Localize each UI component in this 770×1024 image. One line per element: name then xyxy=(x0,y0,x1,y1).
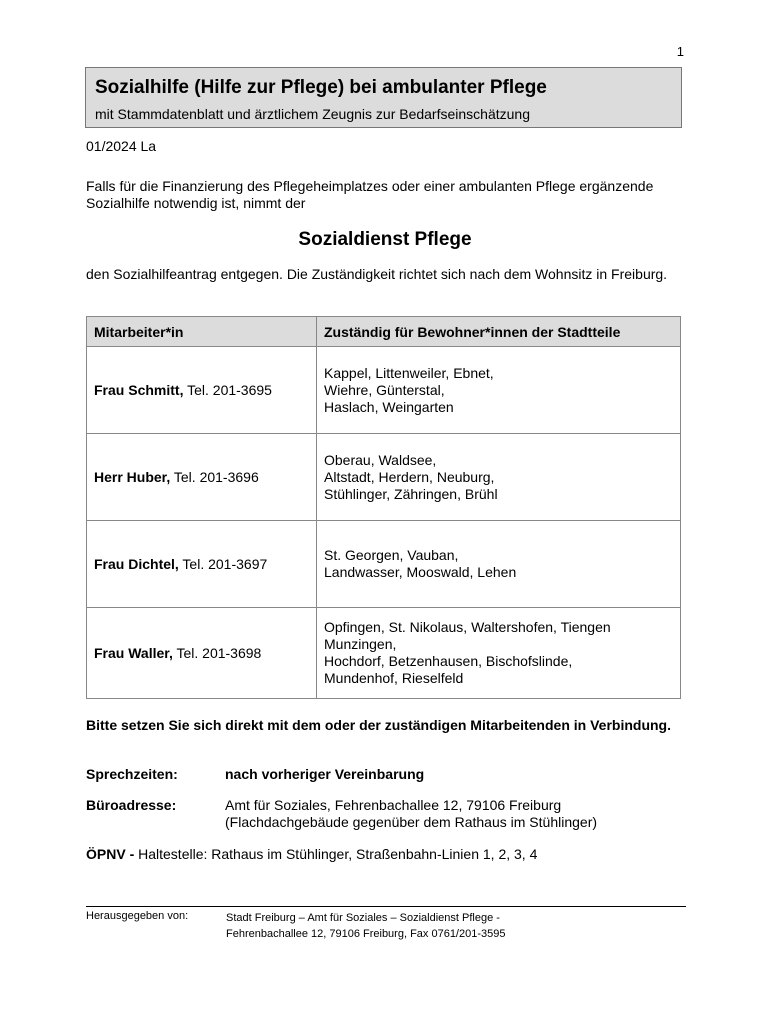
employee-cell xyxy=(87,434,317,521)
employee-phone: Tel. 201-3695 xyxy=(183,381,272,398)
footer-line-1: Stadt Freiburg – Amt für Soziales – Sozialdienst Pflege - xyxy=(226,912,500,924)
employee-name: Frau Schmitt, xyxy=(94,381,184,398)
title-box xyxy=(85,67,682,128)
districts-cell: Oberau, Waldsee, Altstadt, Herdern, Neuburg, Stühlinger, Zähringen, Brühl xyxy=(317,434,681,521)
employee-phone: Tel. 201-3697 xyxy=(178,555,268,572)
footer-divider xyxy=(86,906,686,907)
employee-cell xyxy=(87,521,317,608)
transit-text: Haltestelle: Rathaus im Stühlinger, Straßenbahn-Linien 1, 2, 3, 4 xyxy=(134,846,538,862)
page-number: 1 xyxy=(676,44,684,59)
document-title: Sozialhilfe (Hilfe zur Pflege) bei ambulanter Pflege xyxy=(95,77,547,98)
employee-name: Frau Waller, xyxy=(94,644,173,661)
office-hours-label: Sprechzeiten: xyxy=(86,766,178,782)
employee-phone: Tel. 201-3698 xyxy=(172,644,262,661)
intro-paragraph: Falls für die Finanzierung des Pflegeheimplatzes oder einer ambulanten Pflege ergänzende Sozialhilfe notwendig ist, nimmt der xyxy=(86,178,654,211)
address-line-1: Amt für Soziales, Fehrenbachallee 12, 79106 Freiburg xyxy=(225,797,562,813)
office-hours-value: nach vorheriger Vereinbarung xyxy=(225,766,425,782)
employee-name: Frau Dichtel, xyxy=(94,555,179,572)
employee-cell xyxy=(87,347,317,434)
footer-label: Herausgegeben von: xyxy=(86,910,189,922)
section-heading: Sozialdienst Pflege xyxy=(298,229,472,250)
header-districts: Zuständig für Bewohner*innen der Stadtteile xyxy=(317,317,681,347)
contact-notice: Bitte setzen Sie sich direkt mit dem oder der zuständigen Mitarbeitenden in Verbindung. xyxy=(86,717,671,733)
address-label: Büroadresse: xyxy=(86,797,177,813)
responsibility-paragraph: den Sozialhilfeantrag entgegen. Die Zuständigkeit richtet sich nach dem Wohnsitz in Freiburg. xyxy=(86,266,668,282)
header-employee: Mitarbeiter*in xyxy=(87,317,317,347)
districts-cell: St. Georgen, Vauban, Landwasser, Mooswald, Lehen xyxy=(317,521,681,608)
table-row xyxy=(87,347,681,434)
address-line-2: (Flachdachgebäude gegenüber dem Rathaus im Stühlinger) xyxy=(225,814,598,830)
address-value xyxy=(225,797,597,831)
footer-line-2: Fehrenbachallee 12, 79106 Freiburg, Fax 0761/201-3595 xyxy=(226,928,506,940)
document-subtitle: mit Stammdatenblatt und ärztlichem Zeugnis zur Bedarfseinschätzung xyxy=(95,106,530,122)
transit-label: ÖPNV - xyxy=(86,846,135,862)
table-row xyxy=(87,521,681,608)
transit-info xyxy=(86,846,537,862)
districts-cell: Kappel, Littenweiler, Ebnet, Wiehre, Günterstal, Haslach, Weingarten xyxy=(317,347,681,434)
table-row xyxy=(87,434,681,521)
table-row xyxy=(87,608,681,699)
footer-publisher xyxy=(226,910,505,942)
employee-cell xyxy=(87,608,317,699)
employee-phone: Tel. 201-3696 xyxy=(170,468,259,485)
staff-table xyxy=(86,316,681,699)
document-date: 01/2024 La xyxy=(86,138,157,154)
employee-name: Herr Huber, xyxy=(94,468,171,485)
table-header-row xyxy=(87,317,681,347)
districts-cell: Opfingen, St. Nikolaus, Waltershofen, Tiengen Munzingen, Hochdorf, Betzenhausen, Bischofslinde, Mundenhof, Rieselfeld xyxy=(317,608,681,699)
